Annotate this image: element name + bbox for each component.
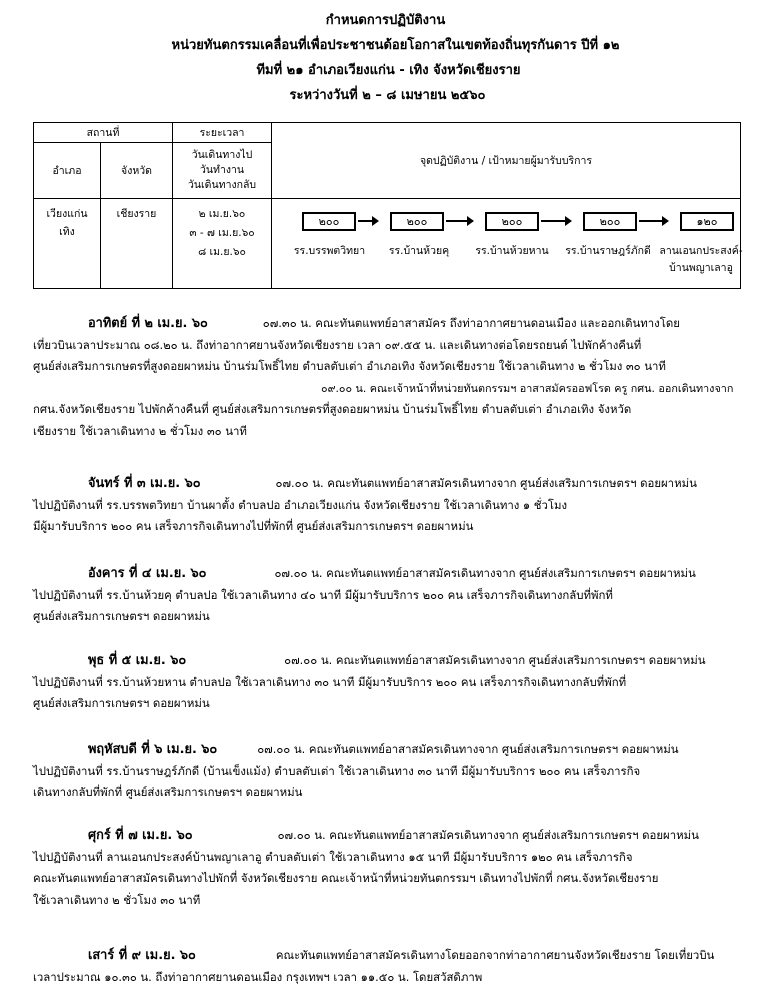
go-date: ๒ เม.ย.๖๐ <box>198 208 246 220</box>
doc-title: กำหนดการปฏิบัติงาน <box>325 13 446 28</box>
team-title: ทีมที่ ๒๑ อำเภอเวียงแก่น - เทิง จังหวัดเชียงราย <box>256 63 521 78</box>
district-name-2: เทิง <box>59 226 75 238</box>
day-entry-fri <box>33 825 745 911</box>
point-label: ลานเอนกประสงค์- <box>659 245 743 257</box>
point-count-box: ๒๐๐ <box>485 212 539 231</box>
entry-text: ๐๗.๐๐ น. คณะทันตแพทย์อาสาสมัครเดินทางจาก ศูนย์ส่งเสริมการเกษตรฯ ดอยผาหม่น <box>275 476 697 490</box>
entry-text: ๐๗.๐๐ น. คณะทันตแพทย์อาสาสมัครเดินทางจาก ศูนย์ส่งเสริมการเกษตรฯ ดอยผาหม่น <box>284 653 706 667</box>
province-cell: เชียงราย <box>101 199 173 289</box>
day-entry-wed <box>33 650 745 715</box>
day-heading: อังคาร ที่ ๔ เม.ย. ๖๐ <box>88 566 207 581</box>
entry-text: ไปปฏิบัติงานที่ ลานเอนกประสงค์บ้านพญาเลาอู ตำบลตับเต่า ใช้เวลาเดินทาง ๑๕ นาที มีผู้มารับบริการ ๑๒๐ คน เสร็จภารกิจ <box>33 849 633 864</box>
work-points-flow <box>272 199 743 288</box>
entry-text: ไปปฏิบัติงานที่ รร.บ้านห้วยคุ ตำบลปอ ใช้เวลาเดินทาง ๔๐ นาที มีผู้มารับบริการ ๒๐๐ คน เสร็จภารกิจเดินทางกลับที่พักที่ <box>33 587 613 602</box>
point-label: รร.บรรพตวิทยา <box>293 245 366 257</box>
point-count-box: ๒๐๐ <box>583 212 637 231</box>
day-heading: จันทร์ ที่ ๓ เม.ย. ๖๐ <box>88 476 201 491</box>
date-range: ระหว่างวันที่ ๒ – ๘ เมษายน ๒๕๖๐ <box>289 88 486 103</box>
entry-text: กศน.จังหวัดเชียงราย ไปพักค้างคืนที่ ศูนย์ส่งเสริมการเกษตรที่สูงดอยผาหม่น บ้านร่มโพธิ์ไทย ตำบลตับเต่า อำเภอเทิง จังหวัด <box>33 402 632 416</box>
go-day-label: วันเดินทางไป <box>191 149 253 161</box>
day-entry-sun <box>33 313 745 442</box>
day-heading: ศุกร์ ที่ ๗ เม.ย. ๖๐ <box>88 828 193 843</box>
province-header: จังหวัด <box>101 143 173 199</box>
point-label: รร.บ้านห้วยคุ <box>388 245 450 257</box>
document-header <box>0 8 771 108</box>
entry-text: ๐๗.๐๐ น. คณะทันตแพทย์อาสาสมัครเดินทางจาก ศูนย์ส่งเสริมการเกษตรฯ ดอยผาหม่น <box>257 742 679 756</box>
entry-text: ไปปฏิบัติงานที่ รร.บรรพตวิทยา บ้านผาตั้ง ตำบลปอ อำเภอเวียงแก่น จังหวัดเชียงราย ใช้เวลาเดินทาง ๑ ชั่วโมง <box>33 497 568 512</box>
entry-text: ไปปฏิบัติงานที่ รร.บ้านราษฎร์ภักดี (บ้านเข็งแม้ง) ตำบลตับเต่า ใช้เวลาเดินทาง ๓๐ นาที มีผู้มารับบริการ ๒๐๐ คน เสร็จภารกิจ <box>33 763 641 778</box>
entry-text: ไปปฏิบัติงานที่ รร.บ้านห้วยหาน ตำบลปอ ใช้เวลาเดินทาง ๓๐ นาที มีผู้มารับบริการ ๒๐๐ คน เสร็จภารกิจเดินทางกลับที่พักที่ <box>33 674 627 689</box>
entry-text: เวลาประมาณ ๑๐.๓๐ น. ถึงท่าอากาศยานดอนเมือง กรุงเทพฯ เวลา ๑๑.๕๐ น. โดยสวัสดิภาพ <box>33 969 483 984</box>
day-entry-sat <box>33 945 745 988</box>
point-count-box: ๒๐๐ <box>390 212 444 231</box>
schedule-table <box>33 122 741 289</box>
district-name-1: เวียงแก่น <box>46 208 88 220</box>
entry-text: ๐๗.๐๐ น. คณะทันตแพทย์อาสาสมัครเดินทางจาก ศูนย์ส่งเสริมการเกษตรฯ ดอยผาหม่น <box>277 828 699 842</box>
point-label: รร.บ้านห้วยหาน <box>475 245 549 257</box>
entry-text: เที่ยวบินเวลาประมาณ ๐๘.๒๐ น. ถึงท่าอากาศยานจังหวัดเชียงราย เวลา ๐๙.๕๕ น. และเดินทางต่อโดยรถยนต์ ไปพักค้างคืนที่ <box>33 337 642 352</box>
day-heading: พฤหัสบดี ที่ ๖ เม.ย. ๖๐ <box>88 742 218 757</box>
entry-text: ๐๗.๐๐ น. คณะทันตแพทย์อาสาสมัครเดินทางจาก ศูนย์ส่งเสริมการเกษตรฯ ดอยผาหม่น <box>274 566 696 580</box>
point-count-box: ๑๒๐ <box>680 212 734 231</box>
day-heading: เสาร์ ที่ ๙ เม.ย. ๖๐ <box>88 948 196 963</box>
district-cell <box>34 199 101 289</box>
entry-text: มีผู้มารับบริการ ๒๐๐ คน เสร็จภารกิจเดินทางไปที่พักที่ ศูนย์ส่งเสริมการเกษตรฯ ดอยผาหม่น <box>33 519 474 533</box>
unit-title: หน่วยทันตกรรมเคลื่อนที่เพื่อประชาชนด้อยโอกาสในเขตท้องถิ่นทุรกันดาร ปีที่ ๑๒ <box>171 38 620 53</box>
entry-text: ศูนย์ส่งเสริมการเกษตรที่สูงดอยผาหม่น บ้านร่มโพธิ์ไทย ตำบลตับเต่า อำเภอเทิง จังหวัดเชียงราย ใช้เวลาเดินทาง ๒ ชั่วโมง ๓๐ นาที <box>33 359 666 373</box>
day-entry-tue <box>33 563 745 628</box>
entry-text: ใช้เวลาเดินทาง ๒ ชั่วโมง ๓๐ นาที <box>33 892 201 907</box>
flow-arrow-icon <box>358 220 373 222</box>
work-points-cell <box>272 199 741 289</box>
entry-text: ๐๗.๓๐ น. คณะทันตแพทย์อาสาสมัคร ถึงท่าอากาศยานดอนเมือง และออกเดินทางโดย <box>262 316 680 330</box>
point-label: รร.บ้านราษฎร์ภักดี <box>565 245 651 257</box>
period-header: ระยะเวลา <box>173 123 272 143</box>
return-day-label: วันเดินทางกลับ <box>187 179 257 191</box>
entry-text: คณะทันตแพทย์อาสาสมัครเดินทางไปพักที่ จังหวัดเชียงราย คณะเจ้าหน้าที่หน่วยทันตกรรมฯ เดินทางไปพักที่ กศน.จังหวัดเชียงราย <box>33 871 659 885</box>
return-date: ๘ เม.ย.๖๐ <box>198 246 246 258</box>
flow-arrow-icon <box>541 220 566 222</box>
day-entry-thu <box>33 739 745 804</box>
day-heading: พุธ ที่ ๕ เม.ย. ๖๐ <box>88 653 187 668</box>
entry-text: คณะทันตแพทย์อาสาสมัครเดินทางโดยออกจากท่าอากาศยานจังหวัดเชียงราย โดยเที่ยวบิน <box>275 948 715 962</box>
work-dates: ๓ - ๗ เม.ย.๖๐ <box>189 227 255 239</box>
entry-text: ศูนย์ส่งเสริมการเกษตรฯ ดอยผาหม่น <box>33 696 210 710</box>
day-heading: อาทิตย์ ที่ ๒ เม.ย. ๖๐ <box>88 316 208 331</box>
period-subheader <box>173 143 272 199</box>
entry-text: ๐๙.๐๐ น. คณะเจ้าหน้าที่หน่วยทันตกรรมฯ อาสาสมัครออฟโรด ครู กศน. ออกเดินทางจาก <box>321 381 734 395</box>
point-label-line2: บ้านพญาเลาอู <box>669 262 733 274</box>
entry-text: เชียงราย ใช้เวลาเดินทาง ๒ ชั่วโมง ๓๐ นาที <box>33 423 247 438</box>
entry-text: ศูนย์ส่งเสริมการเกษตรฯ ดอยผาหม่น <box>33 609 210 623</box>
target-header: จุดปฏิบัติงาน / เป้าหมายผู้มารับบริการ <box>272 123 741 199</box>
work-day-label: วันทำงาน <box>199 164 245 176</box>
district-header: อำเภอ <box>34 143 101 199</box>
dates-cell <box>173 199 272 289</box>
place-header: สถานที่ <box>34 123 173 143</box>
flow-arrow-icon <box>639 220 663 222</box>
point-count-box: ๒๐๐ <box>302 212 356 231</box>
entry-text: เดินทางกลับที่พักที่ ศูนย์ส่งเสริมการเกษตรฯ ดอยผาหม่น <box>33 785 303 799</box>
flow-arrow-icon <box>446 220 468 222</box>
day-entry-mon <box>33 473 745 538</box>
